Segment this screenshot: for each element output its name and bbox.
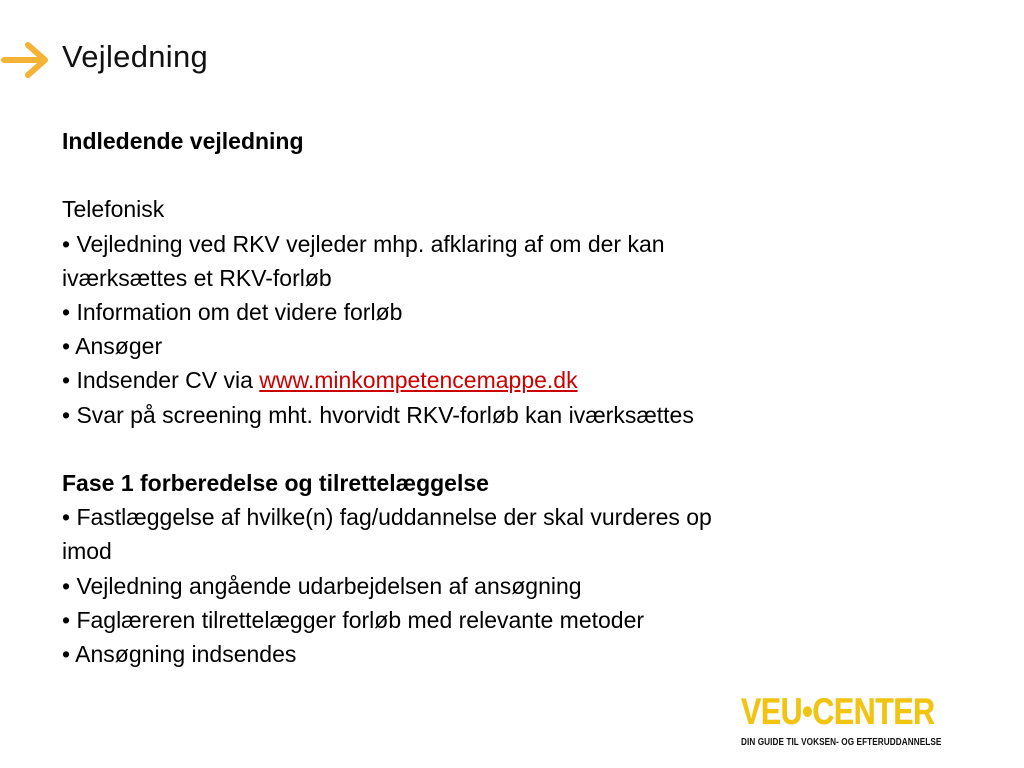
list-item: • Vejledning angående udarbejdelsen af ansøgning: [62, 572, 582, 599]
list-item: • Vejledning ved RKV vejleder mhp. afklaring af om der kan: [62, 230, 665, 257]
list-item: • Faglæreren tilrettelægger forløb med relevante metoder: [62, 606, 645, 633]
right-arrow-icon: [0, 40, 52, 80]
list-item: • Fastlæggelse af hvilke(n) fag/uddannelse der skal vurderes op: [62, 504, 712, 531]
list-item: • Ansøger: [62, 333, 163, 360]
blank-line: [62, 158, 922, 192]
list-item: • Ansøgning indsendes: [62, 641, 297, 668]
list-item: • Svar på screening mht. hvorvidt RKV-forløb kan iværksættes: [62, 401, 694, 428]
list-item-continuation: imod: [62, 538, 112, 565]
list-item-cv: [62, 363, 922, 397]
telefonisk-label: Telefonisk: [62, 196, 165, 223]
logo-tagline: DIN GUIDE TIL VOKSEN- OG EFTERUDDANNELSE: [741, 736, 942, 748]
logo-wordmark: VEU•CENTER: [741, 691, 935, 732]
list-item: • Information om det videre forløb: [62, 299, 403, 325]
slide-body: [62, 124, 922, 671]
cv-prefix: • Indsender CV via: [62, 367, 260, 394]
heading-fase1: Fase 1 forberedelse og tilrettelæggelse: [62, 470, 489, 496]
blank-line: [62, 432, 922, 466]
page-title: Vejledning: [62, 39, 209, 74]
minkompetencemappe-link[interactable]: www.minkompetencemappe.dk: [259, 367, 578, 394]
veu-center-logo: [741, 693, 973, 751]
list-item-continuation: iværksættes et RKV-forløb: [62, 264, 332, 291]
heading-intro: Indledende vejledning: [62, 128, 304, 154]
